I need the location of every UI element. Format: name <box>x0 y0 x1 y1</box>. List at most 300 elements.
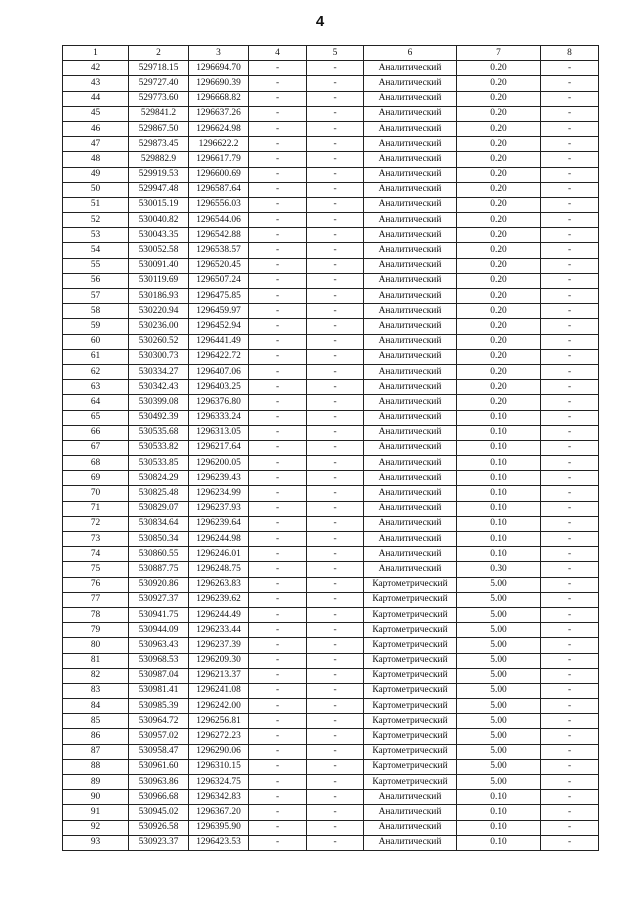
x-coordinate-cell: 530825.48 <box>129 486 189 501</box>
y-coordinate-cell: 1296452.94 <box>189 319 249 334</box>
y-coordinate-cell: 1296617.79 <box>189 152 249 167</box>
table-row <box>63 577 599 592</box>
col4-cell: - <box>249 547 307 562</box>
precision-cell: 5.00 <box>457 653 541 668</box>
point-number-cell: 45 <box>63 106 129 121</box>
method-cell: Картометрический <box>364 668 457 683</box>
point-number-cell: 72 <box>63 516 129 531</box>
point-number-cell: 58 <box>63 304 129 319</box>
method-cell: Аналитический <box>364 258 457 273</box>
col8-cell: - <box>541 516 599 531</box>
method-cell: Аналитический <box>364 289 457 304</box>
x-coordinate-cell: 530850.34 <box>129 532 189 547</box>
col5-cell: - <box>307 820 364 835</box>
y-coordinate-cell: 1296246.01 <box>189 547 249 562</box>
table-row <box>63 532 599 547</box>
table-row <box>63 228 599 243</box>
y-coordinate-cell: 1296256.81 <box>189 714 249 729</box>
col8-cell: - <box>541 289 599 304</box>
precision-cell: 0.20 <box>457 228 541 243</box>
method-cell: Картометрический <box>364 729 457 744</box>
y-coordinate-cell: 1296233.44 <box>189 623 249 638</box>
point-number-cell: 55 <box>63 258 129 273</box>
point-number-cell: 44 <box>63 91 129 106</box>
precision-cell: 0.10 <box>457 516 541 531</box>
y-coordinate-cell: 1296622.2 <box>189 137 249 152</box>
col5-cell: - <box>307 273 364 288</box>
col5-cell: - <box>307 562 364 577</box>
col8-cell: - <box>541 76 599 91</box>
col5-cell: - <box>307 683 364 698</box>
point-number-cell: 83 <box>63 683 129 698</box>
method-cell: Аналитический <box>364 137 457 152</box>
precision-cell: 5.00 <box>457 683 541 698</box>
method-cell: Аналитический <box>364 61 457 76</box>
point-number-cell: 77 <box>63 592 129 607</box>
col4-cell: - <box>249 258 307 273</box>
method-cell: Аналитический <box>364 152 457 167</box>
y-coordinate-cell: 1296209.30 <box>189 653 249 668</box>
y-coordinate-cell: 1296544.06 <box>189 213 249 228</box>
point-number-cell: 60 <box>63 334 129 349</box>
col4-cell: - <box>249 304 307 319</box>
col4-cell: - <box>249 668 307 683</box>
col4-cell: - <box>249 714 307 729</box>
method-cell: Аналитический <box>364 182 457 197</box>
col4-cell: - <box>249 638 307 653</box>
col8-cell: - <box>541 501 599 516</box>
precision-cell: 0.10 <box>457 486 541 501</box>
x-coordinate-cell: 530887.75 <box>129 562 189 577</box>
table-row <box>63 273 599 288</box>
precision-cell: 0.10 <box>457 820 541 835</box>
point-number-cell: 71 <box>63 501 129 516</box>
table-row <box>63 547 599 562</box>
col8-cell: - <box>541 729 599 744</box>
point-number-cell: 88 <box>63 759 129 774</box>
col4-cell: - <box>249 501 307 516</box>
x-coordinate-cell: 530236.00 <box>129 319 189 334</box>
method-cell: Аналитический <box>364 820 457 835</box>
table-row <box>63 76 599 91</box>
table-row <box>63 820 599 835</box>
col5-cell: - <box>307 319 364 334</box>
precision-cell: 0.10 <box>457 835 541 850</box>
col5-cell: - <box>307 790 364 805</box>
col4-cell: - <box>249 744 307 759</box>
point-number-cell: 76 <box>63 577 129 592</box>
col5-cell: - <box>307 607 364 622</box>
precision-cell: 0.20 <box>457 395 541 410</box>
col5-cell: - <box>307 395 364 410</box>
y-coordinate-cell: 1296694.70 <box>189 61 249 76</box>
col8-cell: - <box>541 349 599 364</box>
precision-cell: 0.20 <box>457 289 541 304</box>
method-cell: Аналитический <box>364 349 457 364</box>
point-number-cell: 43 <box>63 76 129 91</box>
x-coordinate-cell: 530260.52 <box>129 334 189 349</box>
col5-cell: - <box>307 744 364 759</box>
point-number-cell: 67 <box>63 440 129 455</box>
x-coordinate-cell: 530829.07 <box>129 501 189 516</box>
y-coordinate-cell: 1296272.23 <box>189 729 249 744</box>
y-coordinate-cell: 1296403.25 <box>189 380 249 395</box>
x-coordinate-cell: 530824.29 <box>129 471 189 486</box>
x-coordinate-cell: 530920.86 <box>129 577 189 592</box>
precision-cell: 0.20 <box>457 334 541 349</box>
table-row <box>63 289 599 304</box>
precision-cell: 0.20 <box>457 258 541 273</box>
y-coordinate-cell: 1296200.05 <box>189 456 249 471</box>
col8-cell: - <box>541 197 599 212</box>
point-number-cell: 86 <box>63 729 129 744</box>
method-cell: Аналитический <box>364 319 457 334</box>
table-row <box>63 653 599 668</box>
col8-cell: - <box>541 440 599 455</box>
precision-cell: 0.10 <box>457 425 541 440</box>
method-cell: Аналитический <box>364 456 457 471</box>
precision-cell: 0.20 <box>457 182 541 197</box>
precision-cell: 0.10 <box>457 805 541 820</box>
col8-cell: - <box>541 638 599 653</box>
col8-cell: - <box>541 304 599 319</box>
precision-cell: 0.20 <box>457 213 541 228</box>
point-number-cell: 93 <box>63 835 129 850</box>
x-coordinate-cell: 529773.60 <box>129 91 189 106</box>
method-cell: Картометрический <box>364 577 457 592</box>
page-number: 4 <box>315 13 325 30</box>
col8-cell: - <box>541 547 599 562</box>
y-coordinate-cell: 1296333.24 <box>189 410 249 425</box>
col8-cell: - <box>541 137 599 152</box>
method-cell: Аналитический <box>364 395 457 410</box>
method-cell: Аналитический <box>364 486 457 501</box>
col5-cell: - <box>307 152 364 167</box>
column-header: 4 <box>249 46 307 61</box>
precision-cell: 0.10 <box>457 440 541 455</box>
table-row <box>63 759 599 774</box>
table-row <box>63 380 599 395</box>
method-cell: Аналитический <box>364 304 457 319</box>
col5-cell: - <box>307 304 364 319</box>
point-number-cell: 62 <box>63 364 129 379</box>
col4-cell: - <box>249 607 307 622</box>
method-cell: Аналитический <box>364 380 457 395</box>
precision-cell: 0.20 <box>457 76 541 91</box>
column-header: 6 <box>364 46 457 61</box>
point-number-cell: 46 <box>63 121 129 136</box>
column-header: 7 <box>457 46 541 61</box>
point-number-cell: 90 <box>63 790 129 805</box>
col5-cell: - <box>307 243 364 258</box>
x-coordinate-cell: 529718.15 <box>129 61 189 76</box>
method-cell: Картометрический <box>364 744 457 759</box>
col4-cell: - <box>249 775 307 790</box>
precision-cell: 0.10 <box>457 501 541 516</box>
y-coordinate-cell: 1296587.64 <box>189 182 249 197</box>
col8-cell: - <box>541 562 599 577</box>
col8-cell: - <box>541 121 599 136</box>
precision-cell: 0.20 <box>457 61 541 76</box>
method-cell: Аналитический <box>364 91 457 106</box>
y-coordinate-cell: 1296376.80 <box>189 395 249 410</box>
x-coordinate-cell: 530535.68 <box>129 425 189 440</box>
col8-cell: - <box>541 744 599 759</box>
x-coordinate-cell: 529947.48 <box>129 182 189 197</box>
col5-cell: - <box>307 592 364 607</box>
x-coordinate-cell: 530334.27 <box>129 364 189 379</box>
x-coordinate-cell: 529841.2 <box>129 106 189 121</box>
col4-cell: - <box>249 425 307 440</box>
precision-cell: 5.00 <box>457 607 541 622</box>
table-row <box>63 213 599 228</box>
col5-cell: - <box>307 547 364 562</box>
x-coordinate-cell: 530300.73 <box>129 349 189 364</box>
col8-cell: - <box>541 759 599 774</box>
method-cell: Аналитический <box>364 76 457 91</box>
method-cell: Аналитический <box>364 197 457 212</box>
col5-cell: - <box>307 440 364 455</box>
col8-cell: - <box>541 273 599 288</box>
precision-cell: 0.20 <box>457 364 541 379</box>
x-coordinate-cell: 530220.94 <box>129 304 189 319</box>
col8-cell: - <box>541 380 599 395</box>
precision-cell: 0.20 <box>457 167 541 182</box>
col8-cell: - <box>541 410 599 425</box>
table-row <box>63 501 599 516</box>
col4-cell: - <box>249 106 307 121</box>
point-number-cell: 75 <box>63 562 129 577</box>
x-coordinate-cell: 530968.53 <box>129 653 189 668</box>
col8-cell: - <box>541 152 599 167</box>
col5-cell: - <box>307 471 364 486</box>
col4-cell: - <box>249 380 307 395</box>
y-coordinate-cell: 1296310.15 <box>189 759 249 774</box>
x-coordinate-cell: 530533.82 <box>129 440 189 455</box>
x-coordinate-cell: 529919.53 <box>129 167 189 182</box>
point-number-cell: 51 <box>63 197 129 212</box>
col8-cell: - <box>541 577 599 592</box>
method-cell: Аналитический <box>364 440 457 455</box>
col4-cell: - <box>249 167 307 182</box>
precision-cell: 5.00 <box>457 714 541 729</box>
col4-cell: - <box>249 456 307 471</box>
col8-cell: - <box>541 592 599 607</box>
point-number-cell: 84 <box>63 699 129 714</box>
x-coordinate-cell: 530963.86 <box>129 775 189 790</box>
coordinates-table <box>62 45 599 851</box>
x-coordinate-cell: 530987.04 <box>129 668 189 683</box>
point-number-cell: 70 <box>63 486 129 501</box>
col5-cell: - <box>307 289 364 304</box>
precision-cell: 5.00 <box>457 729 541 744</box>
col8-cell: - <box>541 668 599 683</box>
col8-cell: - <box>541 334 599 349</box>
col8-cell: - <box>541 820 599 835</box>
col4-cell: - <box>249 623 307 638</box>
col5-cell: - <box>307 714 364 729</box>
col4-cell: - <box>249 729 307 744</box>
table-row <box>63 243 599 258</box>
col4-cell: - <box>249 91 307 106</box>
col4-cell: - <box>249 562 307 577</box>
col8-cell: - <box>541 623 599 638</box>
method-cell: Картометрический <box>364 699 457 714</box>
method-cell: Аналитический <box>364 790 457 805</box>
column-header: 1 <box>63 46 129 61</box>
x-coordinate-cell: 530923.37 <box>129 835 189 850</box>
point-number-cell: 42 <box>63 61 129 76</box>
point-number-cell: 91 <box>63 805 129 820</box>
col5-cell: - <box>307 349 364 364</box>
point-number-cell: 47 <box>63 137 129 152</box>
col4-cell: - <box>249 835 307 850</box>
y-coordinate-cell: 1296313.05 <box>189 425 249 440</box>
method-cell: Аналитический <box>364 243 457 258</box>
col4-cell: - <box>249 683 307 698</box>
table-body <box>63 61 599 851</box>
table-row <box>63 668 599 683</box>
col5-cell: - <box>307 61 364 76</box>
column-header: 2 <box>129 46 189 61</box>
method-cell: Аналитический <box>364 167 457 182</box>
col8-cell: - <box>541 775 599 790</box>
col5-cell: - <box>307 699 364 714</box>
point-number-cell: 74 <box>63 547 129 562</box>
col8-cell: - <box>541 228 599 243</box>
col4-cell: - <box>249 61 307 76</box>
precision-cell: 5.00 <box>457 577 541 592</box>
method-cell: Аналитический <box>364 228 457 243</box>
col5-cell: - <box>307 577 364 592</box>
x-coordinate-cell: 530342.43 <box>129 380 189 395</box>
col5-cell: - <box>307 805 364 820</box>
col5-cell: - <box>307 729 364 744</box>
col4-cell: - <box>249 289 307 304</box>
col5-cell: - <box>307 364 364 379</box>
method-cell: Аналитический <box>364 106 457 121</box>
precision-cell: 0.10 <box>457 532 541 547</box>
x-coordinate-cell: 530860.55 <box>129 547 189 562</box>
precision-cell: 0.20 <box>457 106 541 121</box>
table-row <box>63 456 599 471</box>
table-row <box>63 197 599 212</box>
point-number-cell: 63 <box>63 380 129 395</box>
point-number-cell: 81 <box>63 653 129 668</box>
y-coordinate-cell: 1296237.39 <box>189 638 249 653</box>
x-coordinate-cell: 529882.9 <box>129 152 189 167</box>
x-coordinate-cell: 530119.69 <box>129 273 189 288</box>
y-coordinate-cell: 1296395.90 <box>189 820 249 835</box>
table-row <box>63 121 599 136</box>
y-coordinate-cell: 1296600.69 <box>189 167 249 182</box>
y-coordinate-cell: 1296624.98 <box>189 121 249 136</box>
table-row <box>63 486 599 501</box>
y-coordinate-cell: 1296422.72 <box>189 349 249 364</box>
y-coordinate-cell: 1296507.24 <box>189 273 249 288</box>
y-coordinate-cell: 1296538.57 <box>189 243 249 258</box>
precision-cell: 5.00 <box>457 744 541 759</box>
col5-cell: - <box>307 835 364 850</box>
col5-cell: - <box>307 167 364 182</box>
point-number-cell: 89 <box>63 775 129 790</box>
col5-cell: - <box>307 258 364 273</box>
col5-cell: - <box>307 456 364 471</box>
method-cell: Аналитический <box>364 425 457 440</box>
table-row <box>63 349 599 364</box>
y-coordinate-cell: 1296441.49 <box>189 334 249 349</box>
col5-cell: - <box>307 759 364 774</box>
col4-cell: - <box>249 486 307 501</box>
table-row <box>63 638 599 653</box>
point-number-cell: 82 <box>63 668 129 683</box>
col4-cell: - <box>249 243 307 258</box>
table-row <box>63 805 599 820</box>
y-coordinate-cell: 1296542.88 <box>189 228 249 243</box>
x-coordinate-cell: 530958.47 <box>129 744 189 759</box>
method-cell: Картометрический <box>364 638 457 653</box>
method-cell: Аналитический <box>364 213 457 228</box>
col5-cell: - <box>307 213 364 228</box>
table-row <box>63 516 599 531</box>
y-coordinate-cell: 1296556.03 <box>189 197 249 212</box>
table-row <box>63 775 599 790</box>
method-cell: Картометрический <box>364 592 457 607</box>
y-coordinate-cell: 1296248.75 <box>189 562 249 577</box>
method-cell: Картометрический <box>364 653 457 668</box>
y-coordinate-cell: 1296213.37 <box>189 668 249 683</box>
table-row <box>63 167 599 182</box>
method-cell: Аналитический <box>364 516 457 531</box>
col8-cell: - <box>541 258 599 273</box>
x-coordinate-cell: 530091.40 <box>129 258 189 273</box>
col8-cell: - <box>541 653 599 668</box>
y-coordinate-cell: 1296367.20 <box>189 805 249 820</box>
col8-cell: - <box>541 790 599 805</box>
table-row <box>63 258 599 273</box>
precision-cell: 0.20 <box>457 197 541 212</box>
y-coordinate-cell: 1296407.06 <box>189 364 249 379</box>
col8-cell: - <box>541 532 599 547</box>
col4-cell: - <box>249 182 307 197</box>
col8-cell: - <box>541 167 599 182</box>
precision-cell: 0.20 <box>457 137 541 152</box>
col5-cell: - <box>307 425 364 440</box>
col4-cell: - <box>249 273 307 288</box>
col5-cell: - <box>307 532 364 547</box>
precision-cell: 0.20 <box>457 273 541 288</box>
point-number-cell: 59 <box>63 319 129 334</box>
table-row <box>63 395 599 410</box>
y-coordinate-cell: 1296459.97 <box>189 304 249 319</box>
x-coordinate-cell: 529867.50 <box>129 121 189 136</box>
x-coordinate-cell: 530957.02 <box>129 729 189 744</box>
point-number-cell: 69 <box>63 471 129 486</box>
col5-cell: - <box>307 121 364 136</box>
table-row <box>63 562 599 577</box>
y-coordinate-cell: 1296237.93 <box>189 501 249 516</box>
col5-cell: - <box>307 380 364 395</box>
col4-cell: - <box>249 319 307 334</box>
method-cell: Аналитический <box>364 501 457 516</box>
col4-cell: - <box>249 152 307 167</box>
table-row <box>63 471 599 486</box>
point-number-cell: 78 <box>63 607 129 622</box>
y-coordinate-cell: 1296241.08 <box>189 683 249 698</box>
point-number-cell: 54 <box>63 243 129 258</box>
col8-cell: - <box>541 91 599 106</box>
precision-cell: 0.20 <box>457 304 541 319</box>
